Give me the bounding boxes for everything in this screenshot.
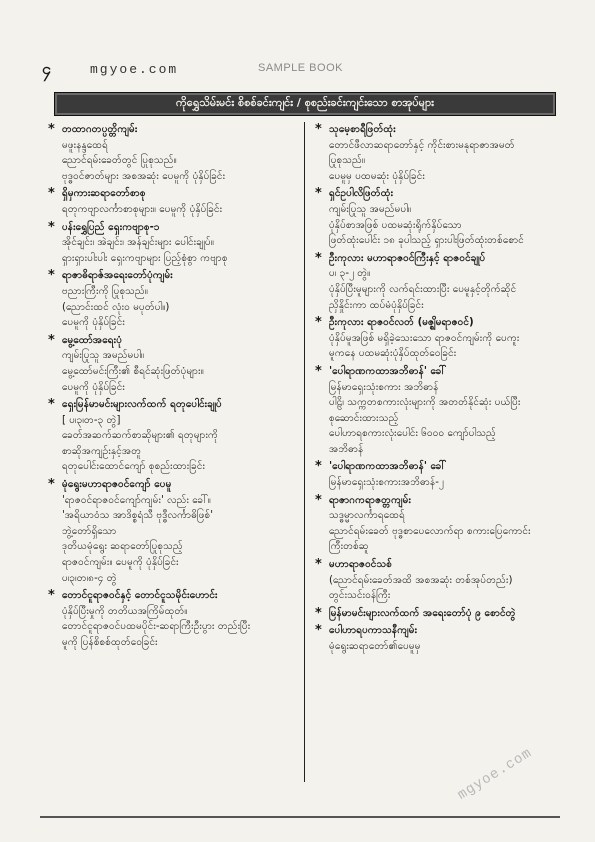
book-entry: [315, 493, 560, 555]
book-detail-line: ပ၊၃၊တ၊၈-၄ တွဲ: [62, 572, 117, 584]
book-detail-line: ပုံနှိပ်ပြီးမူများကို လက်ရင်းထားပြီး ပေမူနှင့်တိုက်ဆိုင်: [329, 283, 517, 295]
book-detail-line: (ညောင်းထင် လုံးဝ မပုတ်ပါ။): [62, 301, 170, 313]
book-entry-body: [329, 493, 560, 555]
book-detail-line: ပုံနှိပ်စာအဖြစ် ပထမဆုံးရိုက်နှိပ်သော: [329, 219, 462, 231]
book-list: [48, 122, 560, 782]
book-title: တောင်ငူရာဇဝင်နှင့် တောင်ငူသမိုင်းဟောင်း: [62, 590, 218, 602]
book-entry-body: [329, 623, 560, 654]
book-detail-line: ပေမူကို ပုံနှိပ်ခြင်း: [62, 381, 125, 393]
book-detail-line: သဒ္ဓမ္မာလင်္ကာရထေရ်: [329, 510, 405, 522]
book-detail-line: [ ပ၊၃၊တ-၃ တွဲ]: [62, 414, 121, 426]
book-detail-line: ရတုကဗျာလင်္ကာစာစုများ။ ပေမူကို ပုံနှိပ်ခြင်း: [62, 203, 223, 215]
book-title: မဟာရာဇဝင်သစ်: [329, 559, 393, 571]
book-detail-line: 'ရာဇဝင်ရာဇဝင်ကျော်ကျမ်း' လည်း ခေါ်။: [62, 494, 211, 506]
asterisk-bullet-icon: *: [48, 186, 55, 202]
asterisk-bullet-icon: *: [315, 315, 322, 331]
book-title: မြန်မာမင်းများလက်ထက် အရေးတော်ပုံ ၉ စောင်တွဲ: [329, 607, 516, 619]
book-entry-body: [62, 588, 298, 650]
book-detail-line: စာဆိုအကျဉ်းနှင့်အတူ: [62, 445, 142, 457]
book-detail-line: ပ၊ ၃-၂ တွဲ။: [329, 268, 371, 280]
book-entry: [48, 122, 298, 184]
book-title: ပေါဟာရပကာသနီကျမ်း: [329, 625, 418, 637]
asterisk-bullet-icon: *: [315, 492, 322, 508]
book-detail-line: (ညောင်ရမ်းခေတ်အထိ အစအဆုံး တစ်အုပ်တည်း): [329, 574, 513, 586]
site-url: mgyoe.com: [90, 62, 179, 77]
book-detail-line: ဘွဲ့တော်ရှိသော: [62, 525, 117, 537]
book-detail-line: ခေတ်အဆက်ဆက်စာဆိုများ၏ ရတုများကို: [62, 430, 219, 442]
book-detail-line: ပေါဟာရစကားလုံးပေါင်း ၆၀၀၀ ကျော်ပါသည့်: [329, 428, 497, 440]
book-entry: [315, 122, 560, 184]
book-entry-body: [329, 364, 560, 458]
book-title: ဦးကုလား ရာဇဝင်လတ် (မဇ္ဈိမရာဇဝင်): [329, 317, 474, 329]
book-title: တထာဂတပ္ပတ္တိကျမ်း: [62, 124, 138, 135]
book-title: ရှေးမြန်မာမင်းများလက်ထက် ရတုပေါင်းချုပ်: [62, 399, 222, 411]
asterisk-bullet-icon: *: [315, 122, 322, 137]
book-detail-line: အဘိဓာန်: [329, 443, 364, 455]
book-title: သုမေ့စာရီဖြတ်ထုံး: [329, 124, 396, 135]
asterisk-bullet-icon: *: [315, 623, 322, 639]
book-entry: [315, 364, 560, 458]
book-title: ပန်းရွှေပြည် ရှေးကဗျာစု-၁: [62, 221, 160, 233]
book-entry-body: [62, 333, 298, 395]
book-entry: [48, 397, 298, 475]
book-detail-line: ပုံနှိပ်ပြီးမှုကို တတိယအကြိမ်ထုတ်။: [62, 605, 188, 617]
section-banner: [54, 92, 556, 116]
asterisk-bullet-icon: *: [315, 363, 322, 379]
book-detail-line: ရတုပေါင်းထောင်ကျော် စုစည်းထားခြင်း: [62, 461, 206, 473]
book-entry: [315, 186, 560, 248]
book-detail-line: မြန်မာရှေးသုံးစကား အဘိဓာန်: [329, 381, 439, 393]
book-detail-line: 'အရိယာဝံသ အာဒိစ္စရံသီ ဗုဒ္ဓီလင်္ကာဓိဖြစ်': [62, 510, 214, 522]
book-title: ဦးကုလား မဟာရာဇဝင်ကြီးနှင့် ရာဇဝင်ချုပ်: [329, 252, 486, 264]
book-detail-line: မူကနေ ပထမဆုံးပုံနှိပ်ထုတ်ဝေခြင်း: [329, 348, 457, 360]
book-detail-line: မွေ့ထော်မင်းကြီး၏ စီရင်ဆုံးဖြတ်ပုံများ။: [62, 365, 204, 377]
asterisk-bullet-icon: *: [48, 268, 55, 284]
book-entry: [48, 588, 298, 650]
book-detail-line: ရှားရှားပါးပါး ရှေးကဗျာများ ပြည့်စုံစွာ ကဗျာစု: [62, 252, 228, 264]
book-entry: [48, 333, 298, 395]
book-detail-line: ဗုဒ္ဓဝင်ဇာတ်များ အစအဆုံး ပေမူကို ပုံနှိပ်ခြင်း: [62, 170, 226, 182]
book-title: ရှိမှကားဆရာတော်စာစု: [62, 188, 146, 200]
book-entry-body: [62, 477, 298, 586]
bottom-rule: [40, 816, 560, 818]
book-detail-line: မုံရွေးဆရာတော်၏ပေမူမှ: [329, 641, 421, 652]
book-title: ရာဇာဂကရာဇတ္တကျမ်း: [329, 494, 412, 506]
book-entry-body: [329, 251, 560, 313]
book-detail-line: ပါဠိ၊ သက္ကတစကားလုံးများကို အတတ်နိုင်ဆုံး ပယ်ပြီး: [329, 397, 521, 409]
asterisk-bullet-icon: *: [315, 459, 322, 475]
book-title: 'ပေါရာဏကထာအဘိဓာန်' ခေါ်: [329, 365, 447, 377]
watermark: mgyoe.com: [455, 745, 536, 804]
asterisk-bullet-icon: *: [48, 332, 55, 348]
book-entry: [48, 186, 298, 217]
book-detail-line: ဗညားကြီးကို ပြုစုသည်။: [62, 285, 148, 297]
asterisk-bullet-icon: *: [48, 122, 55, 137]
book-entry: [48, 268, 298, 330]
sample-book-label: SAMPLE BOOK: [258, 62, 343, 74]
asterisk-bullet-icon: *: [315, 250, 322, 266]
asterisk-bullet-icon: *: [48, 397, 55, 413]
book-detail-line: ညှိနှိုင်းကာ ထပ်မံပုံနှိပ်ခြင်း: [329, 299, 424, 311]
book-entry: [48, 220, 298, 267]
book-title: ရာဇာဓိရာဇ်အရေးတော်ပုံကျမ်း: [62, 270, 173, 282]
asterisk-bullet-icon: *: [315, 557, 322, 573]
book-detail-line: မဖူးနန္ဒထေရ်: [62, 139, 108, 151]
book-detail-line: ကျမ်းပြုသူ အမည်မပါ။: [62, 350, 145, 362]
book-entry: [315, 315, 560, 362]
book-entry: [315, 251, 560, 313]
book-entry-body: [329, 557, 560, 604]
book-detail-line: မူကို ပြန်စိစစ်ထုတ်ဝေခြင်း: [62, 637, 158, 648]
asterisk-bullet-icon: *: [315, 186, 322, 202]
book-detail-line: ကြီးတစ်ဆူ: [329, 541, 369, 553]
book-detail-line: ပြုစုသည်။: [329, 155, 366, 167]
book-entry-body: [329, 315, 560, 362]
book-title: 'ပေါရာဏကထာအဘိဓာန်' ခေါ်: [329, 461, 447, 473]
book-entry-body: [62, 268, 298, 330]
asterisk-bullet-icon: *: [48, 219, 55, 235]
book-detail-line: တွင်းသင်းဝန်ကြီး: [329, 590, 391, 602]
book-detail-line: အိုင်ချင်း၊ အဲချင်း၊ အန်ချင်းများ ပေါင်းချုပ်။: [62, 237, 214, 249]
book-detail-line: ညောင်ရမ်းခေတ် ဗုဒ္ဓစာပေလောက်ရာ စကားပြေကောင်း: [329, 525, 531, 537]
book-entry: [315, 606, 560, 622]
book-entry: [315, 623, 560, 654]
book-entry-body: [62, 122, 298, 184]
book-detail-line: ပေမူကို ပုံနှိပ်ခြင်း: [62, 317, 125, 329]
book-entry-body: [329, 186, 560, 248]
book-entry-body: [62, 397, 298, 475]
asterisk-bullet-icon: *: [315, 605, 322, 621]
book-entry-body: [329, 606, 560, 622]
book-detail-line: ပေမူမှ ပထမဆုံး ပုံနှိပ်ခြင်း: [329, 170, 425, 182]
book-detail-line: ပုံနှိပ်မူအဖြစ် မရှိခဲ့သေးသော ရာဇဝင်ကျမ်းကို ပေကူး: [329, 332, 520, 344]
book-entry-body: [62, 220, 298, 267]
book-detail-line: မြန်မာရှေးသုံးစကားအဘိဓာန်-၂: [329, 477, 444, 489]
book-detail-line: ရာဇဝင်ကျမ်း။ ပေမူကို ပုံနှိပ်ခြင်း: [62, 557, 179, 569]
book-detail-line: ဖြတ်ထုံးပေါင်း ၁၈ ခုပါသည့် ရှားပါးဖြတ်ထုံးတစ်စောင်: [329, 235, 524, 247]
book-detail-line: တောင်ငူရာဇဝင်ပထမပိုင်း-ဆရာကြီးဦးပွား တည်းပြီး: [62, 621, 251, 633]
asterisk-bullet-icon: *: [48, 588, 55, 604]
book-entry-body: [62, 186, 298, 217]
book-entry-body: [329, 459, 560, 490]
book-entry: [315, 557, 560, 604]
book-detail-line: ညောင်ရမ်းခေတ်တွင် ပြုစုသည်။: [62, 155, 177, 167]
book-entry: [315, 459, 560, 490]
book-title: မွေ့ထော်အရေးပုံ: [62, 334, 123, 346]
book-title: မုံရွေးမဟာရာဇဝင်ကျော် ပေမူ: [62, 479, 172, 491]
right-column: [304, 122, 560, 782]
book-title: ရှင်ဥပါလိဖြတ်ထုံး: [329, 188, 394, 200]
book-detail-line: ဒုတိယမုံရွေး ဆရာတော်ပြုစုသည့်: [62, 541, 183, 553]
book-detail-line: စုဆောင်းထားသည့်: [329, 412, 399, 424]
page-number: ၄: [42, 59, 51, 78]
book-detail-line: ကျမ်းပြုသူ အမည်မပါ။: [329, 203, 412, 215]
asterisk-bullet-icon: *: [48, 477, 55, 493]
left-column: [48, 122, 304, 782]
book-detail-line: တောင်ဖီလာဆရာတော်နှင့် ကိုင်းစားမနုရာဇာအမတ်: [329, 139, 515, 151]
book-entry-body: [329, 122, 560, 184]
book-entry: [48, 477, 298, 586]
section-banner-title: ကိုရွှေသိမ်းမင်း စိစစ်ခင်းကျင်း / စုစည်းခင်းကျင်းသော စာအုပ်များ: [176, 96, 434, 109]
